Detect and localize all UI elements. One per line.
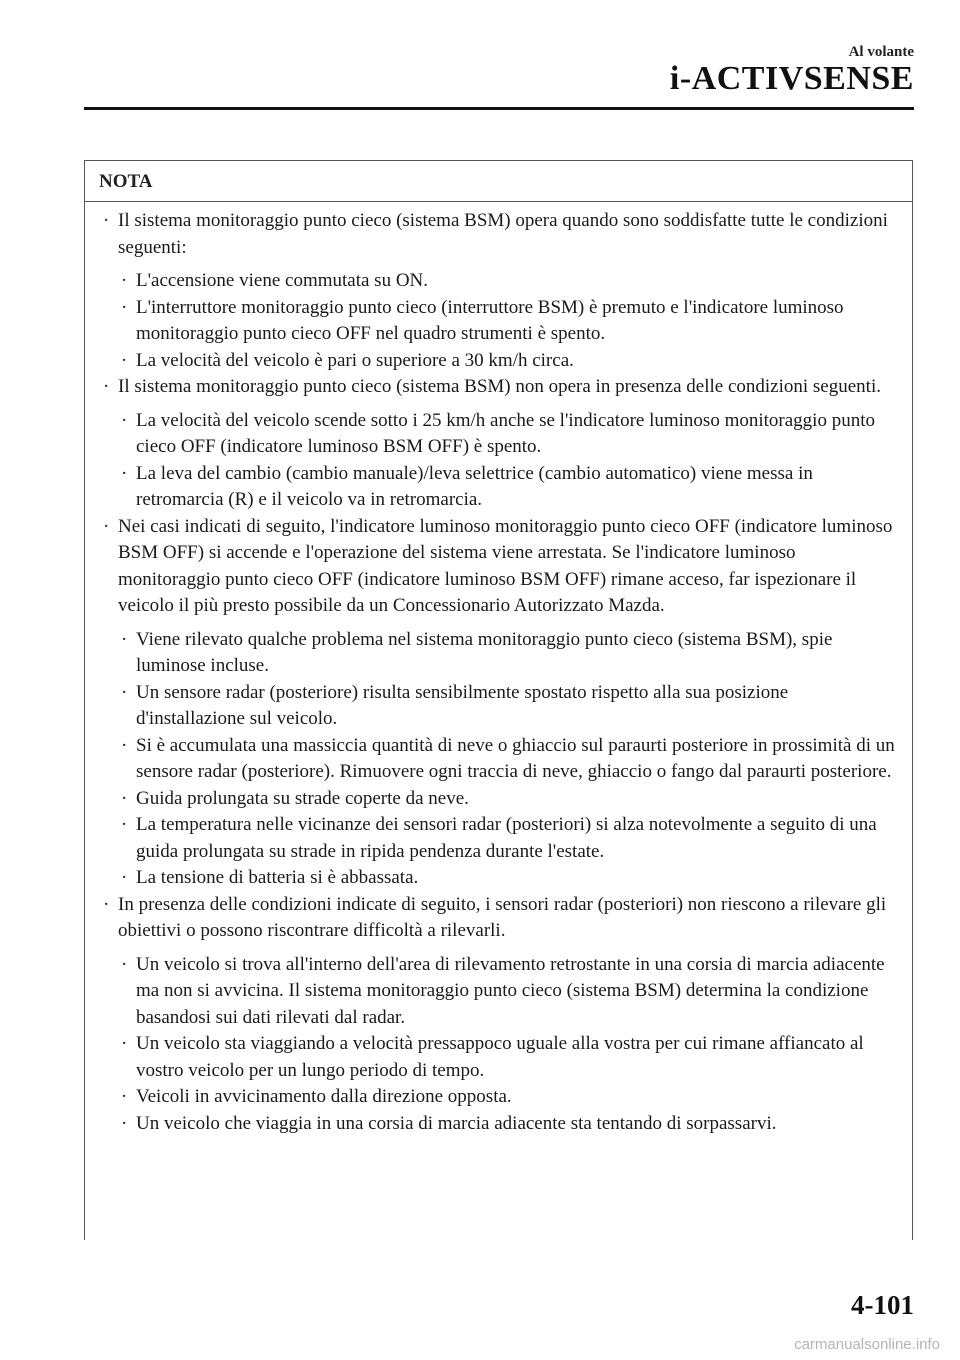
list-item	[101, 295, 896, 348]
list-item-text: Guida prolungata su strade coperte da neve.	[136, 787, 469, 809]
list-item	[101, 461, 896, 514]
bullet-icon: ·	[121, 270, 128, 291]
list-item-text: L'interruttore monitoraggio punto cieco (interruttore BSM) è premuto e l'indicatore luminoso monitoraggio punto cieco OFF nel quadro strumenti è spento.	[136, 296, 844, 344]
list-item-text: Un sensore radar (posteriore) risulta sensibilmente spostato rispetto alla sua posizione d'installazione sul veicolo.	[136, 681, 789, 729]
section-label: Al volante	[848, 44, 914, 60]
list-item	[101, 208, 896, 261]
list-item-text: La tensione di batteria si è abbassata.	[136, 867, 419, 888]
bullet-icon: ·	[121, 296, 128, 318]
page-number: 4-101	[851, 1290, 914, 1320]
list-item	[101, 348, 896, 375]
list-item	[101, 1111, 896, 1138]
list-item	[101, 627, 896, 680]
bullet-icon: ·	[121, 462, 128, 484]
bullet-icon: ·	[103, 893, 110, 915]
list-item-text: Il sistema monitoraggio punto cieco (sistema BSM) non opera in presenza delle condizioni seguenti.	[118, 376, 881, 397]
list-item	[101, 1031, 896, 1084]
list-item	[101, 1084, 896, 1111]
list-item	[101, 514, 896, 620]
bullet-icon: ·	[121, 814, 128, 835]
bullet-icon: ·	[121, 1086, 128, 1107]
watermark: carmanualsonline.info	[794, 1336, 940, 1353]
list-item-text: La temperatura nelle vicinanze dei sensori radar (posteriori) si alza notevolmente a seguito di una guida prolungata su strade in ripida pendenza durante l'estate.	[136, 814, 877, 862]
bullet-icon: ·	[121, 349, 128, 371]
bullet-icon: ·	[121, 409, 128, 431]
bullet-icon: ·	[121, 787, 128, 809]
list-item	[101, 268, 896, 295]
note-body	[85, 202, 912, 1137]
header-rule	[84, 107, 914, 110]
bullet-icon: ·	[121, 953, 128, 975]
bullet-icon: ·	[103, 515, 110, 537]
list-item-text: Si è accumulata una massiccia quantità di neve o ghiaccio sul paraurti posteriore in prossimità di un sensore radar (posteriore). Rimuovere ogni traccia di neve, ghiaccio o fango dal paraurti posteriore.	[136, 734, 895, 782]
list-item-text: L'accensione viene commutata su ON.	[136, 270, 429, 291]
list-item-text: La velocità del veicolo scende sotto i 25 km/h anche se l'indicatore luminoso monitoraggio punto cieco OFF (indicatore luminoso BSM OFF) è spento.	[136, 409, 875, 457]
bullet-icon: ·	[121, 867, 128, 888]
note-box	[84, 160, 913, 1240]
list-item	[101, 952, 896, 1032]
bullet-icon: ·	[121, 1112, 128, 1134]
list-item-text: La velocità del veicolo è pari o superiore a 30 km/h circa.	[136, 349, 574, 371]
bullet-icon: ·	[121, 734, 128, 756]
list-item	[101, 865, 896, 892]
list-item	[101, 733, 896, 786]
page-title: i-ACTIVSENSE	[669, 60, 914, 97]
note-title: NOTA	[85, 161, 912, 202]
list-item	[101, 408, 896, 461]
list-item	[101, 786, 896, 813]
list-item-text: Un veicolo si trova all'interno dell'area di rilevamento retrostante in una corsia di marcia adiacente ma non si avvicina. Il sistema monitoraggio punto cieco (sistema BSM) determina la condizione basandosi sui dati rilevati dal radar.	[136, 953, 885, 1028]
list-item-text: Veicoli in avvicinamento dalla direzione opposta.	[136, 1086, 512, 1107]
list-item-text: Un veicolo che viaggia in una corsia di marcia adiacente sta tentando di sorpassarvi.	[136, 1112, 777, 1134]
list-item	[101, 680, 896, 733]
bullet-icon: ·	[121, 681, 128, 703]
list-item-text: In presenza delle condizioni indicate di seguito, i sensori radar (posteriori) non riescono a rilevare gli obiettivi o possono riscontrare difficoltà a rilevarli.	[118, 893, 887, 941]
list-item	[101, 892, 896, 945]
list-item	[101, 374, 896, 401]
list-item	[101, 812, 896, 865]
list-item-text: Un veicolo sta viaggiando a velocità pressappoco uguale alla vostra per cui rimane affiancato al vostro veicolo per un lungo periodo di tempo.	[136, 1033, 864, 1081]
list-item-text: Viene rilevato qualche problema nel sistema monitoraggio punto cieco (sistema BSM), spie luminose incluse.	[136, 628, 833, 676]
list-item-text: La leva del cambio (cambio manuale)/leva selettrice (cambio automatico) viene messa in retromarcia (R) e il veicolo va in retromarcia.	[136, 462, 813, 510]
list-item-text: Il sistema monitoraggio punto cieco (sistema BSM) opera quando sono soddisfatte tutte le condizioni seguenti:	[118, 210, 888, 258]
bullet-icon: ·	[121, 1033, 128, 1054]
bullet-icon: ·	[121, 628, 128, 650]
list-item-text: Nei casi indicati di seguito, l'indicatore luminoso monitoraggio punto cieco OFF (indicatore luminoso BSM OFF) si accende e l'operazione del sistema viene arrestata. Se l'indicatore luminoso monitoraggio punto cieco OFF (indicatore luminoso BSM OFF) rimane acceso, far ispezionare il veicolo il più presto possibile da un Concessionario Autorizzato Mazda.	[118, 515, 893, 616]
bullet-icon: ·	[103, 376, 110, 397]
bullet-icon: ·	[103, 210, 110, 231]
